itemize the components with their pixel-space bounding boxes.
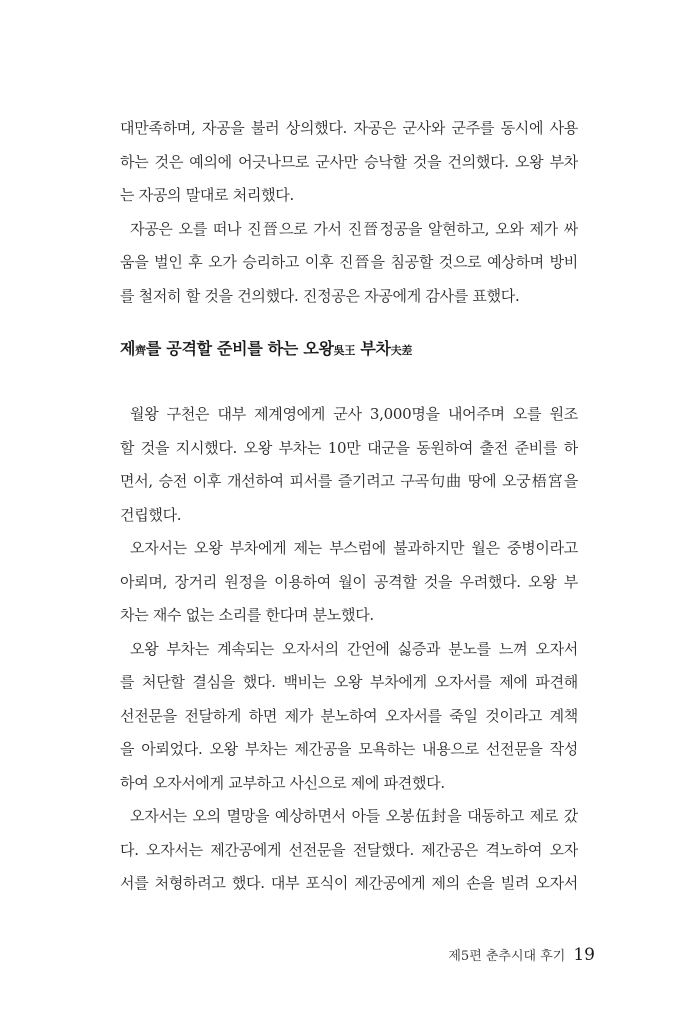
text-line: 를 철저히 할 것을 건의했다. 진정공은 자공에게 감사를 표했다.	[120, 286, 520, 305]
text-line: 면서, 승전 이후 개선하여 피서를 즐기려고 구곡句曲 땅에 오궁梧宮을	[120, 472, 578, 490]
section-title: 제5편 춘추시대 후기	[448, 949, 566, 964]
text-line: 오왕 부차는 계속되는 오자서의 간언에 싫증과 분노를 느껴 오자서	[130, 639, 578, 658]
text-line: 아뢰며, 장거리 원정을 이용하여 월이 공격할 것을 우려했다. 오왕 부	[120, 572, 578, 591]
text-line: 하는 것은 예의에 어긋나므로 군사만 승낙할 것을 건의했다. 오왕 부차	[120, 152, 578, 171]
text-line: 건립했다.	[120, 505, 182, 524]
text-line: 을 아뢰었다. 오왕 부차는 제간공을 모욕하는 내용으로 선전문을 작성	[120, 740, 578, 758]
top-text-block	[120, 112, 578, 313]
heading-text: 를 공격할 준비를 하는 오왕	[145, 339, 334, 358]
text-line: 를 처단할 결심을 했다. 백비는 오왕 부차에게 오자서를 제에 파견해	[120, 673, 578, 691]
heading-hanja: 齊	[135, 344, 146, 357]
text-line: 다. 오자서는 제간공에게 선전문을 전달했다. 제간공은 격노하여 오자	[120, 840, 578, 859]
heading-hanja: 吳王	[333, 344, 356, 357]
text-line: 자공은 오를 떠나 진晉으로 가서 진晉정공을 알현하고, 오와 제가 싸	[130, 219, 578, 238]
page-number: 19	[573, 945, 595, 965]
text-line: 오자서는 오의 멸망을 예상하면서 아들 오봉伍封을 대동하고 제로 갔	[130, 807, 578, 825]
bottom-text-block	[120, 398, 578, 901]
text-line: 할 것을 지시했다. 오왕 부차는 10만 대군을 동원하여 출전 준비를 하	[120, 438, 578, 457]
text-line: 선전문을 전달하게 하면 제가 분노하여 오자서를 죽일 것이라고 계책	[120, 706, 578, 725]
text-line: 는 자공의 말대로 처리했다.	[120, 186, 294, 204]
page-footer	[448, 945, 595, 965]
text-line: 하여 오자서에게 교부하고 사신으로 제에 파견했다.	[120, 773, 445, 792]
text-line: 차는 재수 없는 소리를 한다며 분노했다.	[120, 606, 374, 624]
section-heading	[120, 337, 580, 363]
heading-text: 부차	[355, 339, 391, 358]
heading-text: 제	[120, 339, 136, 358]
text-line: 월왕 구천은 대부 제계영에게 군사 3,000명을 내어주며 오를 원조	[130, 405, 578, 423]
text-line: 움을 벌인 후 오가 승리하고 이후 진晉을 침공할 것으로 예상하며 방비	[120, 253, 578, 271]
text-line: 대만족하며, 자공을 불러 상의했다. 자공은 군사와 군주를 동시에 사용	[120, 119, 578, 137]
text-line: 오자서는 오왕 부차에게 제는 부스럼에 불과하지만 월은 중병이라고	[130, 539, 578, 557]
text-line: 서를 처형하려고 했다. 대부 포식이 제간공에게 제의 손을 빌려 오자서	[120, 874, 578, 892]
heading-hanja: 夫差	[390, 344, 413, 357]
